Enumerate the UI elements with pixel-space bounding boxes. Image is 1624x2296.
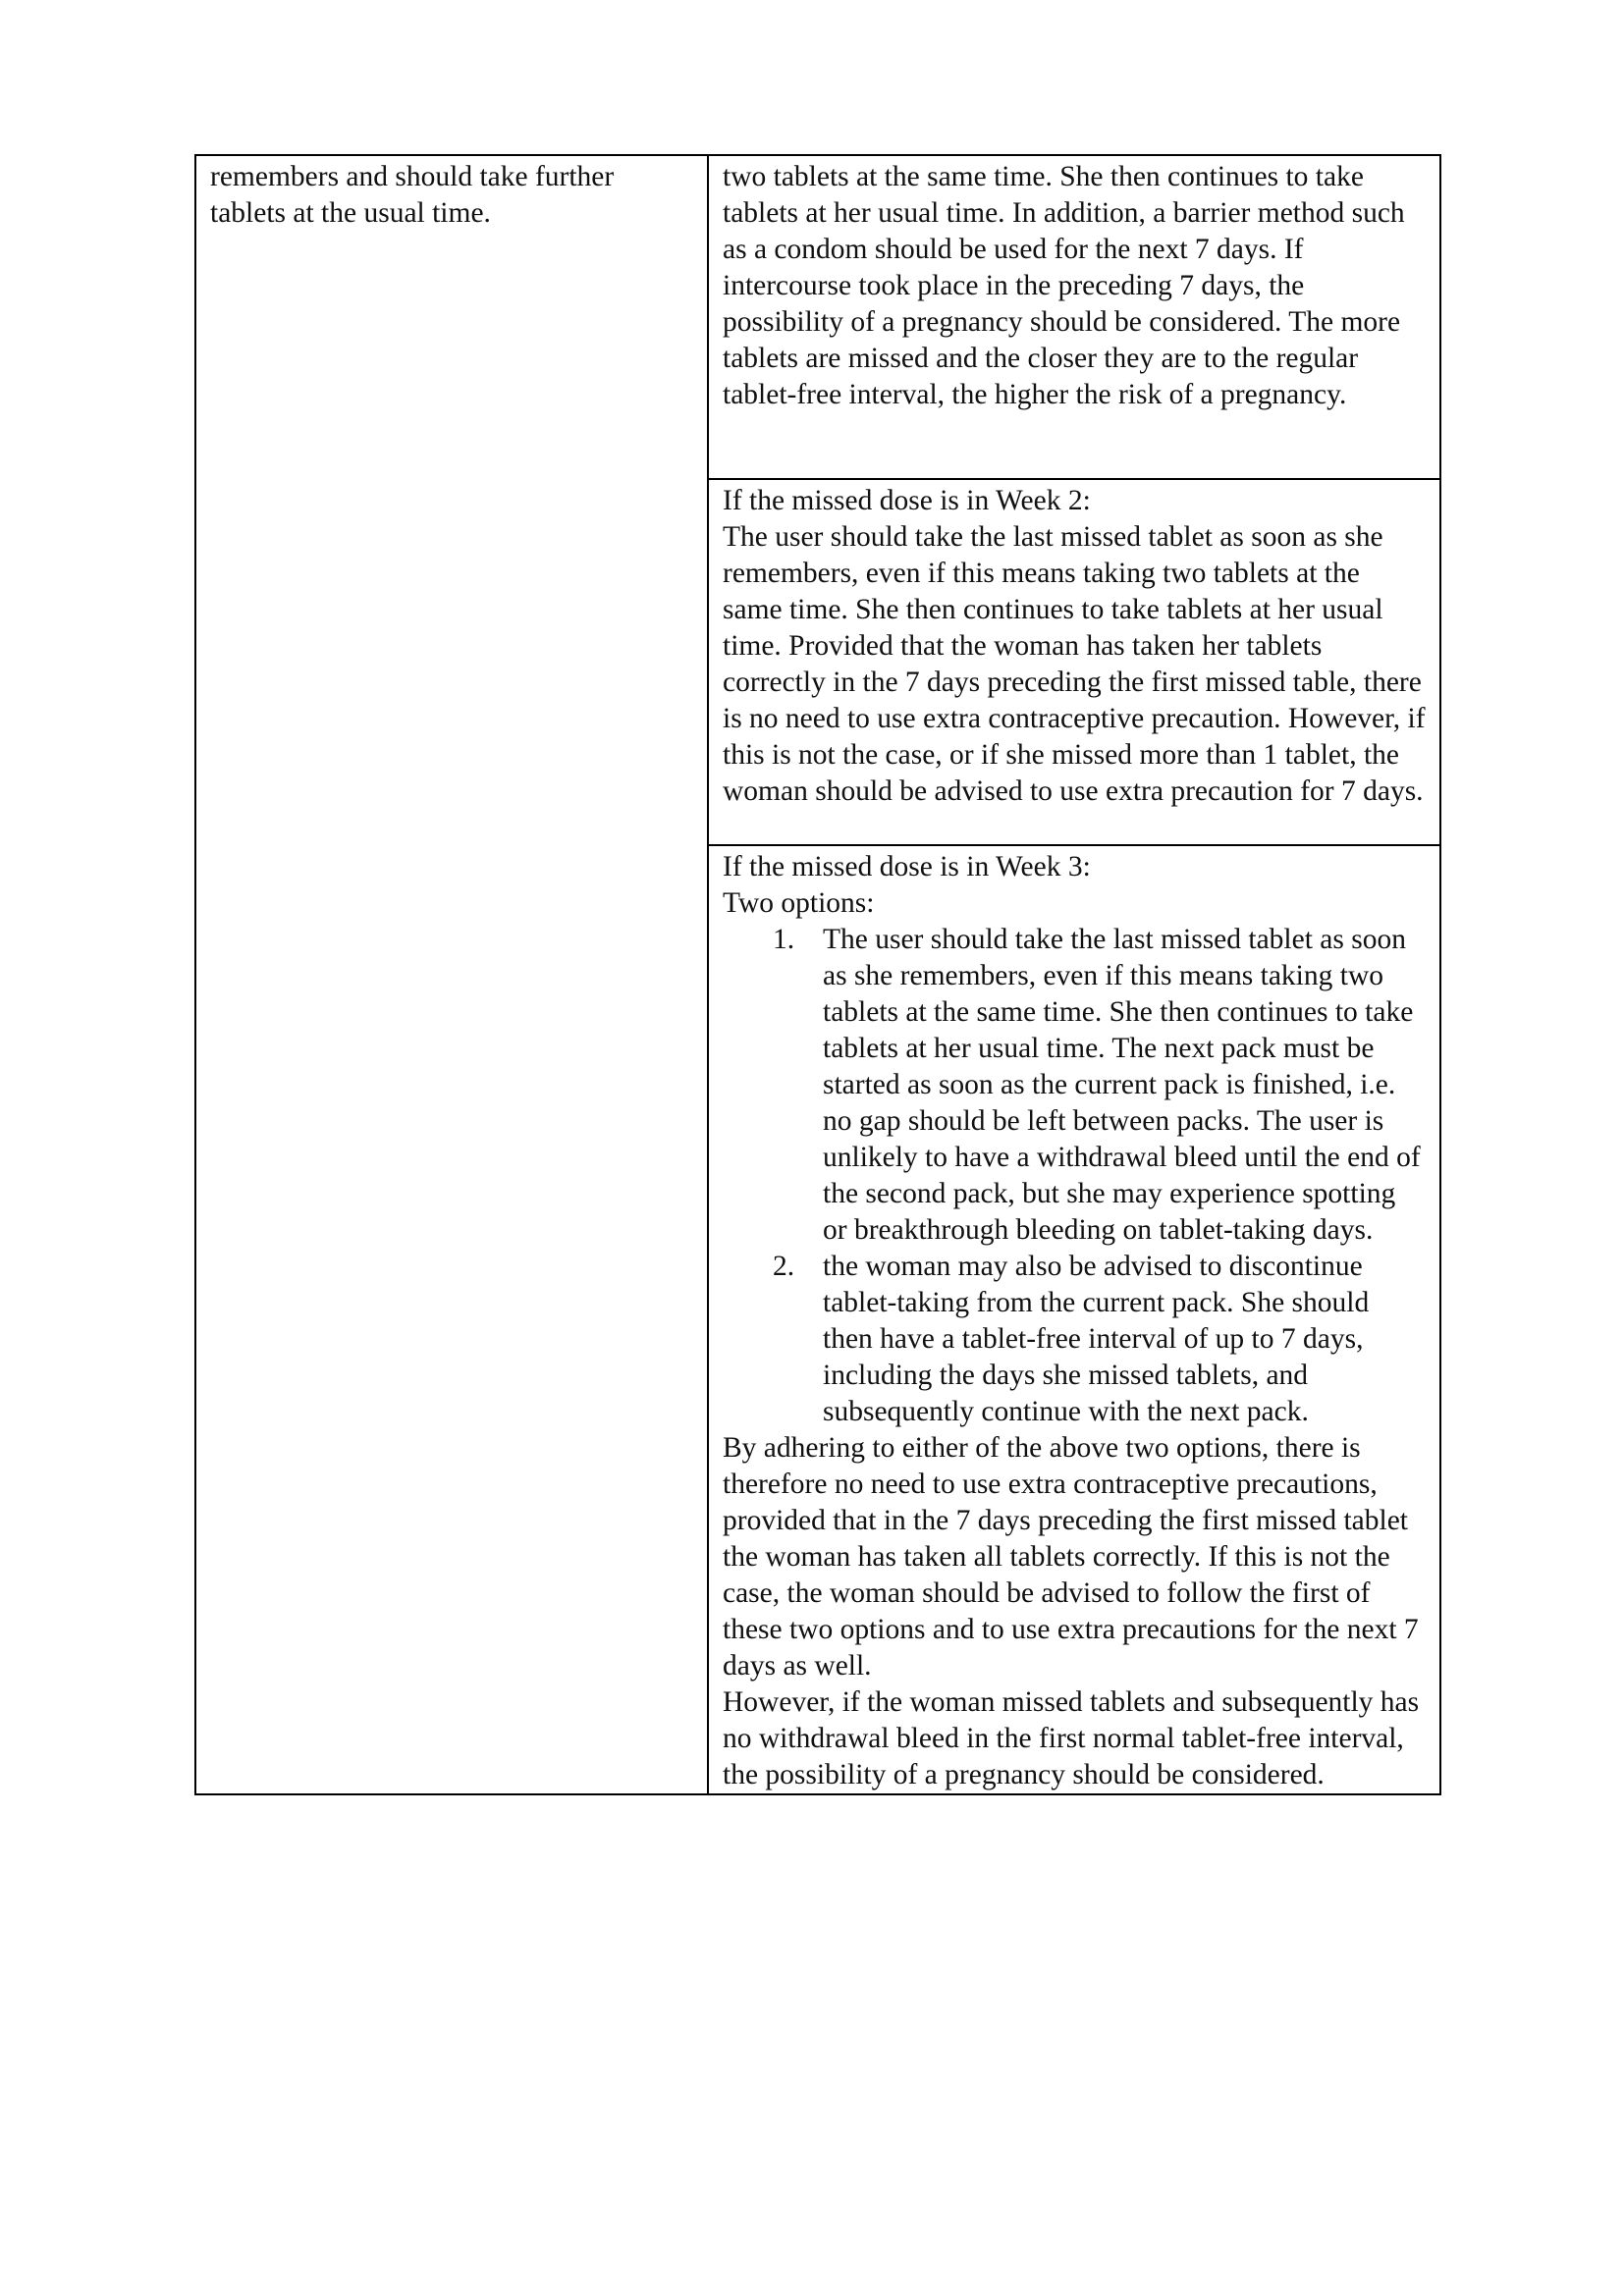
right-cell-week-2 — [708, 479, 1440, 845]
list-item-number: 2. — [773, 1251, 795, 1282]
list-item-number: 1. — [773, 924, 795, 955]
cell-paragraph: By adhering to either of the above two options, there is therefore no need to use extra contraceptive precautions, provided that in the 7 days preceding the first missed tablet the woman has taken all tablets correctly. If this is not the case, the woman should be advised to follow the first of these two options and to use extra precautions for the next 7 days as well. — [723, 1432, 1419, 1682]
list-item — [773, 922, 1426, 1249]
week-2-heading: If the missed dose is in Week 2: — [723, 485, 1091, 516]
left-cell — [195, 155, 708, 1794]
cell-paragraph: However, if the woman missed tablets and subsequently has no withdrawal bleed in the first normal tablet-free interval, the possibility of a pregnancy should be considered. — [723, 1686, 1420, 1790]
right-cell-week-3 — [708, 845, 1440, 1794]
options-intro: Two options: — [723, 887, 875, 919]
list-item-text: The user should take the last missed tablet as soon as she remembers, even if this means taking two tablets at the same time. She then continues to take tablets at her usual time. The next pack must be started as soon as the current pack is finished, i.e. no gap should be left between packs. The user is unlikely to have a withdrawal bleed until the end of the second pack, but she may experience spotting or breakthrough bleeding on tablet-taking days. — [823, 924, 1421, 1246]
cell-paragraph: two tablets at the same time. She then continues to take tablets at her usual time. In addition, a barrier method such as a condom should be used for the next 7 days. If intercourse took place in the preceding 7 days, the possibility of a pregnancy should be considered. The more tablets are missed and the closer they are to the regular tablet-free interval, the higher the risk of a pregnancy. — [723, 161, 1405, 410]
left-cell-text: remembers and should take further tablets at the usual time. — [210, 161, 615, 229]
list-item — [773, 1249, 1426, 1430]
right-cell-continued — [708, 155, 1440, 479]
list-item-text: the woman may also be advised to discontinue tablet-taking from the current pack. She should then have a tablet-free interval of up to 7 days, including the days she missed tablets, and subsequently continue with the next pack. — [823, 1251, 1370, 1427]
week-3-heading: If the missed dose is in Week 3: — [723, 851, 1091, 882]
options-list — [723, 922, 1426, 1430]
table-row — [195, 155, 1440, 479]
missed-dose-table — [194, 154, 1441, 1795]
cell-paragraph: The user should take the last missed tablet as soon as she remembers, even if this means taking two tablets at the same time. She then continues to take tablets at her usual time. Provided that the woman has taken her tablets correctly in the 7 days preceding the first missed table, there is no need to use extra contraceptive precaution. However, if this is not the case, or if she missed more than 1 tablet, the woman should be advised to use extra precaution for 7 days. — [723, 521, 1426, 807]
